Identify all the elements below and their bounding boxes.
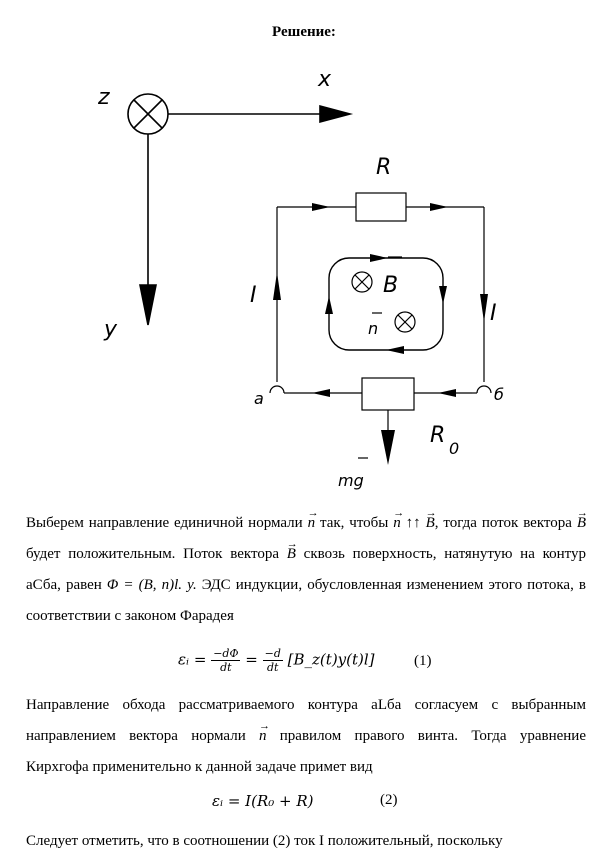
current-arrows — [273, 203, 488, 465]
vector-B: → B — [287, 539, 296, 570]
page-title: Решение: — [272, 24, 336, 40]
vector-n: → n — [393, 508, 401, 539]
node-a-label: a — [254, 389, 264, 408]
current-right-label: I — [490, 301, 497, 326]
axis-z-label: z — [98, 85, 110, 110]
resistor-R-label: R — [376, 155, 392, 180]
resistor-R — [356, 193, 406, 221]
node-b-label: б — [494, 385, 504, 404]
vector-B: → B — [426, 508, 435, 539]
resistor-R0 — [362, 378, 414, 410]
field-B-label: B — [383, 273, 399, 298]
vector-B: → B — [577, 508, 586, 539]
equation-2-number: (2) — [380, 792, 398, 808]
axis-x-label: x — [318, 67, 332, 92]
paragraph-3: Следует отметить, что в соотношении (2) ток I положительный, поскольку — [26, 833, 503, 849]
weight-label: mg — [338, 471, 364, 490]
resistor-R0-label: R — [430, 423, 446, 448]
vector-n: → n — [259, 721, 267, 752]
axis-y-label: y — [104, 317, 118, 342]
circulation-loop — [329, 258, 443, 350]
current-left-label: I — [250, 283, 257, 308]
normal-n-label: n — [368, 319, 379, 338]
flux-formula: Φ = (B, n)l. y. — [106, 577, 197, 593]
equation-1-rhs: [B_z(t)y(t)l] — [287, 650, 375, 669]
equation-2-body: εᵢ = I(R₀ + R) — [212, 792, 314, 810]
equation-1-number: (1) — [414, 653, 432, 669]
resistor-R0-subscript: 0 — [449, 439, 460, 458]
paragraph-1: Выберем направление единичной нормали → n так, чтобы → n ↑↑ → B, тогда поток вектора → B будет положительным. Поток вектора → B сквозь поверхность, натянутую на контур аСба, равен Φ = (B, n)l. y. ЭДС индукции, обусловленная изменением этого потока, в соответствии с законом Фарадея — [26, 508, 586, 632]
paragraph-2: Направление обхода рассматриваемого контура аLба согласуем с выбранным направлением вектора нормали → n правилом правого винта. Тогда уравнение Кирхгофа применительно к данной задаче примет вид — [26, 690, 586, 783]
vector-n: → n — [308, 508, 316, 539]
